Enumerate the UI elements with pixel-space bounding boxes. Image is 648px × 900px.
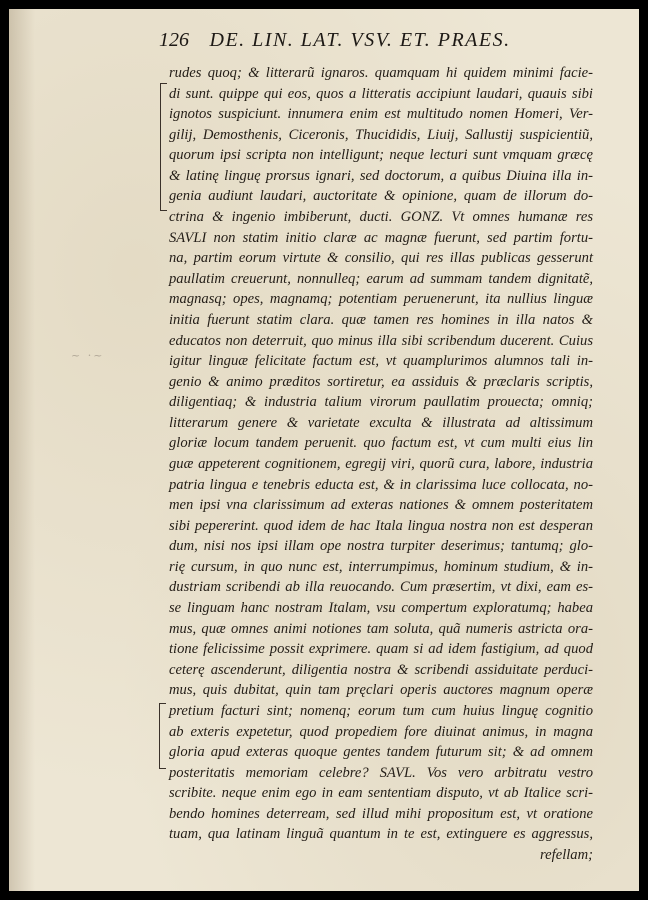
text-line: igitur linguæ felicitate factum est, vt quamplurimos alumnos tali in-: [169, 353, 593, 370]
text-line: pretium facturi sint; nomenq; eorum tum cum huius linguę cognitio: [169, 702, 593, 719]
text-line: ignotos suspiciunt. innumera enim est multitudo nomen Homeri, Ver-: [169, 106, 593, 123]
text-line: gloria apud exteras quoque gentes tandem futurum sit; & ad omnem: [169, 744, 593, 761]
text-line: genia audiunt laudari, auctoritate & opinione, quam de illorum do-: [169, 188, 593, 205]
running-head-title: DE. LIN. LAT. VSV. ET. PRAES.: [209, 29, 511, 51]
text-line: genio & animo præditos sortiretur, ea assiduis & præclaris scriptis,: [169, 373, 593, 390]
page-scan: [9, 9, 639, 891]
text-line: na, partim eorum virtute & consilio, qui res illas publicas gesserunt: [169, 250, 593, 267]
text-line: refellam;: [540, 846, 593, 863]
text-line: mus, quis dubitat, quin tam pręclari operis auctores magnum operæ: [169, 682, 593, 699]
text-line: dustriam scribendi ab illa reuocando. Cum præsertim, vt dixi, eam es-: [169, 579, 593, 596]
binding-gutter-shadow: [9, 9, 35, 891]
text-line: SAVLI non statim initio claræ ac magnæ fuerunt, sed partim fortu-: [169, 229, 593, 246]
text-line: patria lingua e tenebris educta est, & in clarissima luce collocata, no-: [169, 476, 593, 493]
text-line: dum, nisi nos ipsi illam ope nostra turpiter deserimus; tantumq; glo-: [169, 538, 593, 555]
text-line: diligentiaq; & industria talium virorum paullatim prouecta; omniq;: [169, 394, 593, 411]
text-line: paullatim creuerunt, nonnulleq; earum ad summam tandem dignitatẽ,: [169, 270, 593, 287]
text-line: rię cursum, in quo nunc est, interrumpimus, hominum studium, & in-: [169, 558, 593, 575]
text-line: magnasq; opes, magnamq; potentiam peruenerunt, ita nullius linguæ: [169, 291, 593, 308]
text-line: tione felicissime possit exprimere. quam si ad idem fastigium, ad quod: [169, 641, 593, 658]
text-line: educatos non deterruit, quo minus illa sibi scribendum ducerent. Cuius: [169, 332, 593, 349]
text-line: initia fuerunt statim clara. quæ tamen res homines in illa natos &: [169, 311, 593, 328]
text-line: gloriæ locum tandem peruenit. quo factum est, vt cum multi eius lin: [169, 435, 593, 452]
text-line: di sunt. quippe qui eos, quos a litteratis accipiunt laudari, quauis sibi: [169, 85, 593, 102]
margin-bracket-mark: [160, 83, 167, 211]
text-line: se linguam hanc nostram Italam, vsu compertum exploratumq; habea: [169, 600, 593, 617]
ink-smudge: ~ ·~: [71, 349, 105, 362]
text-line: ceterę ascenderunt, diligentia nostra & scribendi assiduitate perduci-: [169, 661, 593, 678]
text-line: gilij, Demosthenis, Ciceronis, Thucididis, Liuij, Sallustij suspicientiũ,: [169, 126, 593, 143]
text-line: bendo homines deterream, sed illud mihi propositum est, vt oratione: [169, 805, 593, 822]
text-line: guæ appeterent cognitionem, egregij viri, quorũ cura, labore, industria: [169, 455, 593, 472]
text-line: posteritatis memoriam celebre? SAVL. Vos vero arbitratu vestro: [169, 764, 593, 781]
text-line: rudes quoq; & litterarũ ignaros. quamquam hi quidem minimi facie-: [169, 65, 593, 81]
text-line: men ipsi vna clarissimum ad exteras nationes & omnem posteritatem: [169, 497, 593, 514]
text-line: tuam, qua latinam linguã quantum in te est, extinguere es aggressus,: [169, 826, 593, 843]
text-line: & latinę linguę prorsus ignari, sed doctorum, a quibus Diuina illa in-: [169, 167, 593, 184]
text-line: litterarum genere & varietate exculta & illustrata ad altissimum: [169, 414, 593, 431]
text-line: sibi pepererint. quod idem de hac Itala lingua nostra non est desperan: [169, 517, 593, 534]
body-text: [169, 63, 593, 866]
margin-bracket-mark: [159, 703, 166, 769]
text-line: scribite. neque enim ego in eam sententiam disputo, vt ab Italice scri-: [169, 785, 593, 802]
text-line: ctrina & ingenio imbiberunt, ducti. GONZ. Vt omnes humanæ res: [169, 209, 593, 226]
text-line: mus, quæ omnes animi notiones tam soluta, quã numeris astricta ora-: [169, 620, 593, 637]
running-header: [159, 29, 569, 59]
page-number: 126: [159, 29, 189, 51]
text-line: quorum ipsi scripta non intelligunt; neque lecturi sunt vmquam græcę: [169, 147, 593, 164]
text-line: ab exteris expetetur, quod propediem fore diuinat animus, in magna: [169, 723, 593, 740]
